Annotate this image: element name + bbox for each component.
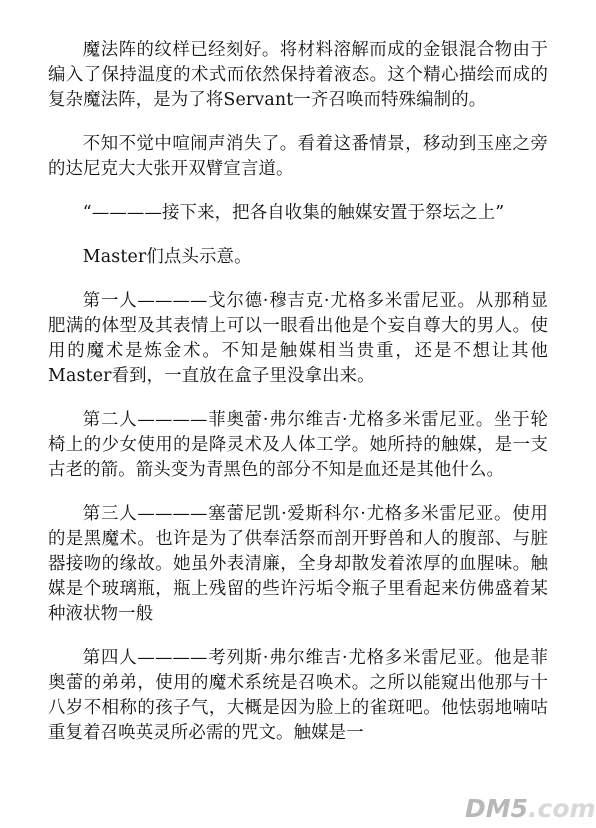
paragraph-7: 第三人————塞蕾尼凯·爱斯科尔·尤格多米雷尼亚。使用的是黑魔术。也许是为了供奉活祭而剖开野兽和人的腹部、与脏器接吻的缘故。她虽外表清廉，全身却散发着浓厚的血腥味。触媒是个玻璃瓶，瓶上残留的些许污垢令瓶子里看起来仿佛盛着某种液状物一般 (48, 504, 548, 624)
paragraph-6: 第二人————菲奥蕾·弗尔维吉·尤格多米雷尼亚。坐于轮椅上的少女使用的是降灵术及人体工学。她所持的触媒，是一支古老的箭。箭头变为青黑色的部分不知是血还是其他什么。 (48, 410, 548, 480)
paragraph-5: 第一人————戈尔德·穆吉克·尤格多米雷尼亚。从那稍显肥满的体型及其表情上可以一眼看出他是个妄自尊大的男人。使用的魔术是炼金术。不知是触媒相当贵重，还是不想让其他Master看到，一直放在盒子里没拿出来。 (48, 291, 548, 386)
site-watermark-logo (465, 794, 596, 824)
body-text (48, 38, 548, 765)
paragraph-8: 第四人————考列斯·弗尔维吉·尤格多米雷尼亚。他是菲奥蕾的弟弟，使用的魔术系统是召唤术。之所以能窥出他那与十八岁不相称的孩子气，大概是因为脸上的雀斑吧。他怯弱地喃咕重复着召唤英灵所必需的咒文。触媒是一 (48, 648, 548, 743)
watermark-main-text: DM5 (465, 794, 529, 823)
paragraph-1: 魔法阵的纹样已经刻好。将材料溶解而成的金银混合物由于编入了保持温度的术式而依然保持着液态。这个精心描绘而成的复杂魔法阵，是为了将Servant一齐召唤而特殊编制的。 (48, 40, 548, 110)
watermark-suffix-text: .com (528, 794, 596, 823)
paragraph-2: 不知不觉中喧闹声消失了。看着这番情景，移动到玉座之旁的达尼克大大张开双臂宣言道。 (48, 134, 548, 179)
paragraph-4: Master们点头示意。 (82, 247, 252, 267)
paragraph-3: “————接下来，把各自收集的触媒安置于祭坛之上” (82, 203, 505, 223)
